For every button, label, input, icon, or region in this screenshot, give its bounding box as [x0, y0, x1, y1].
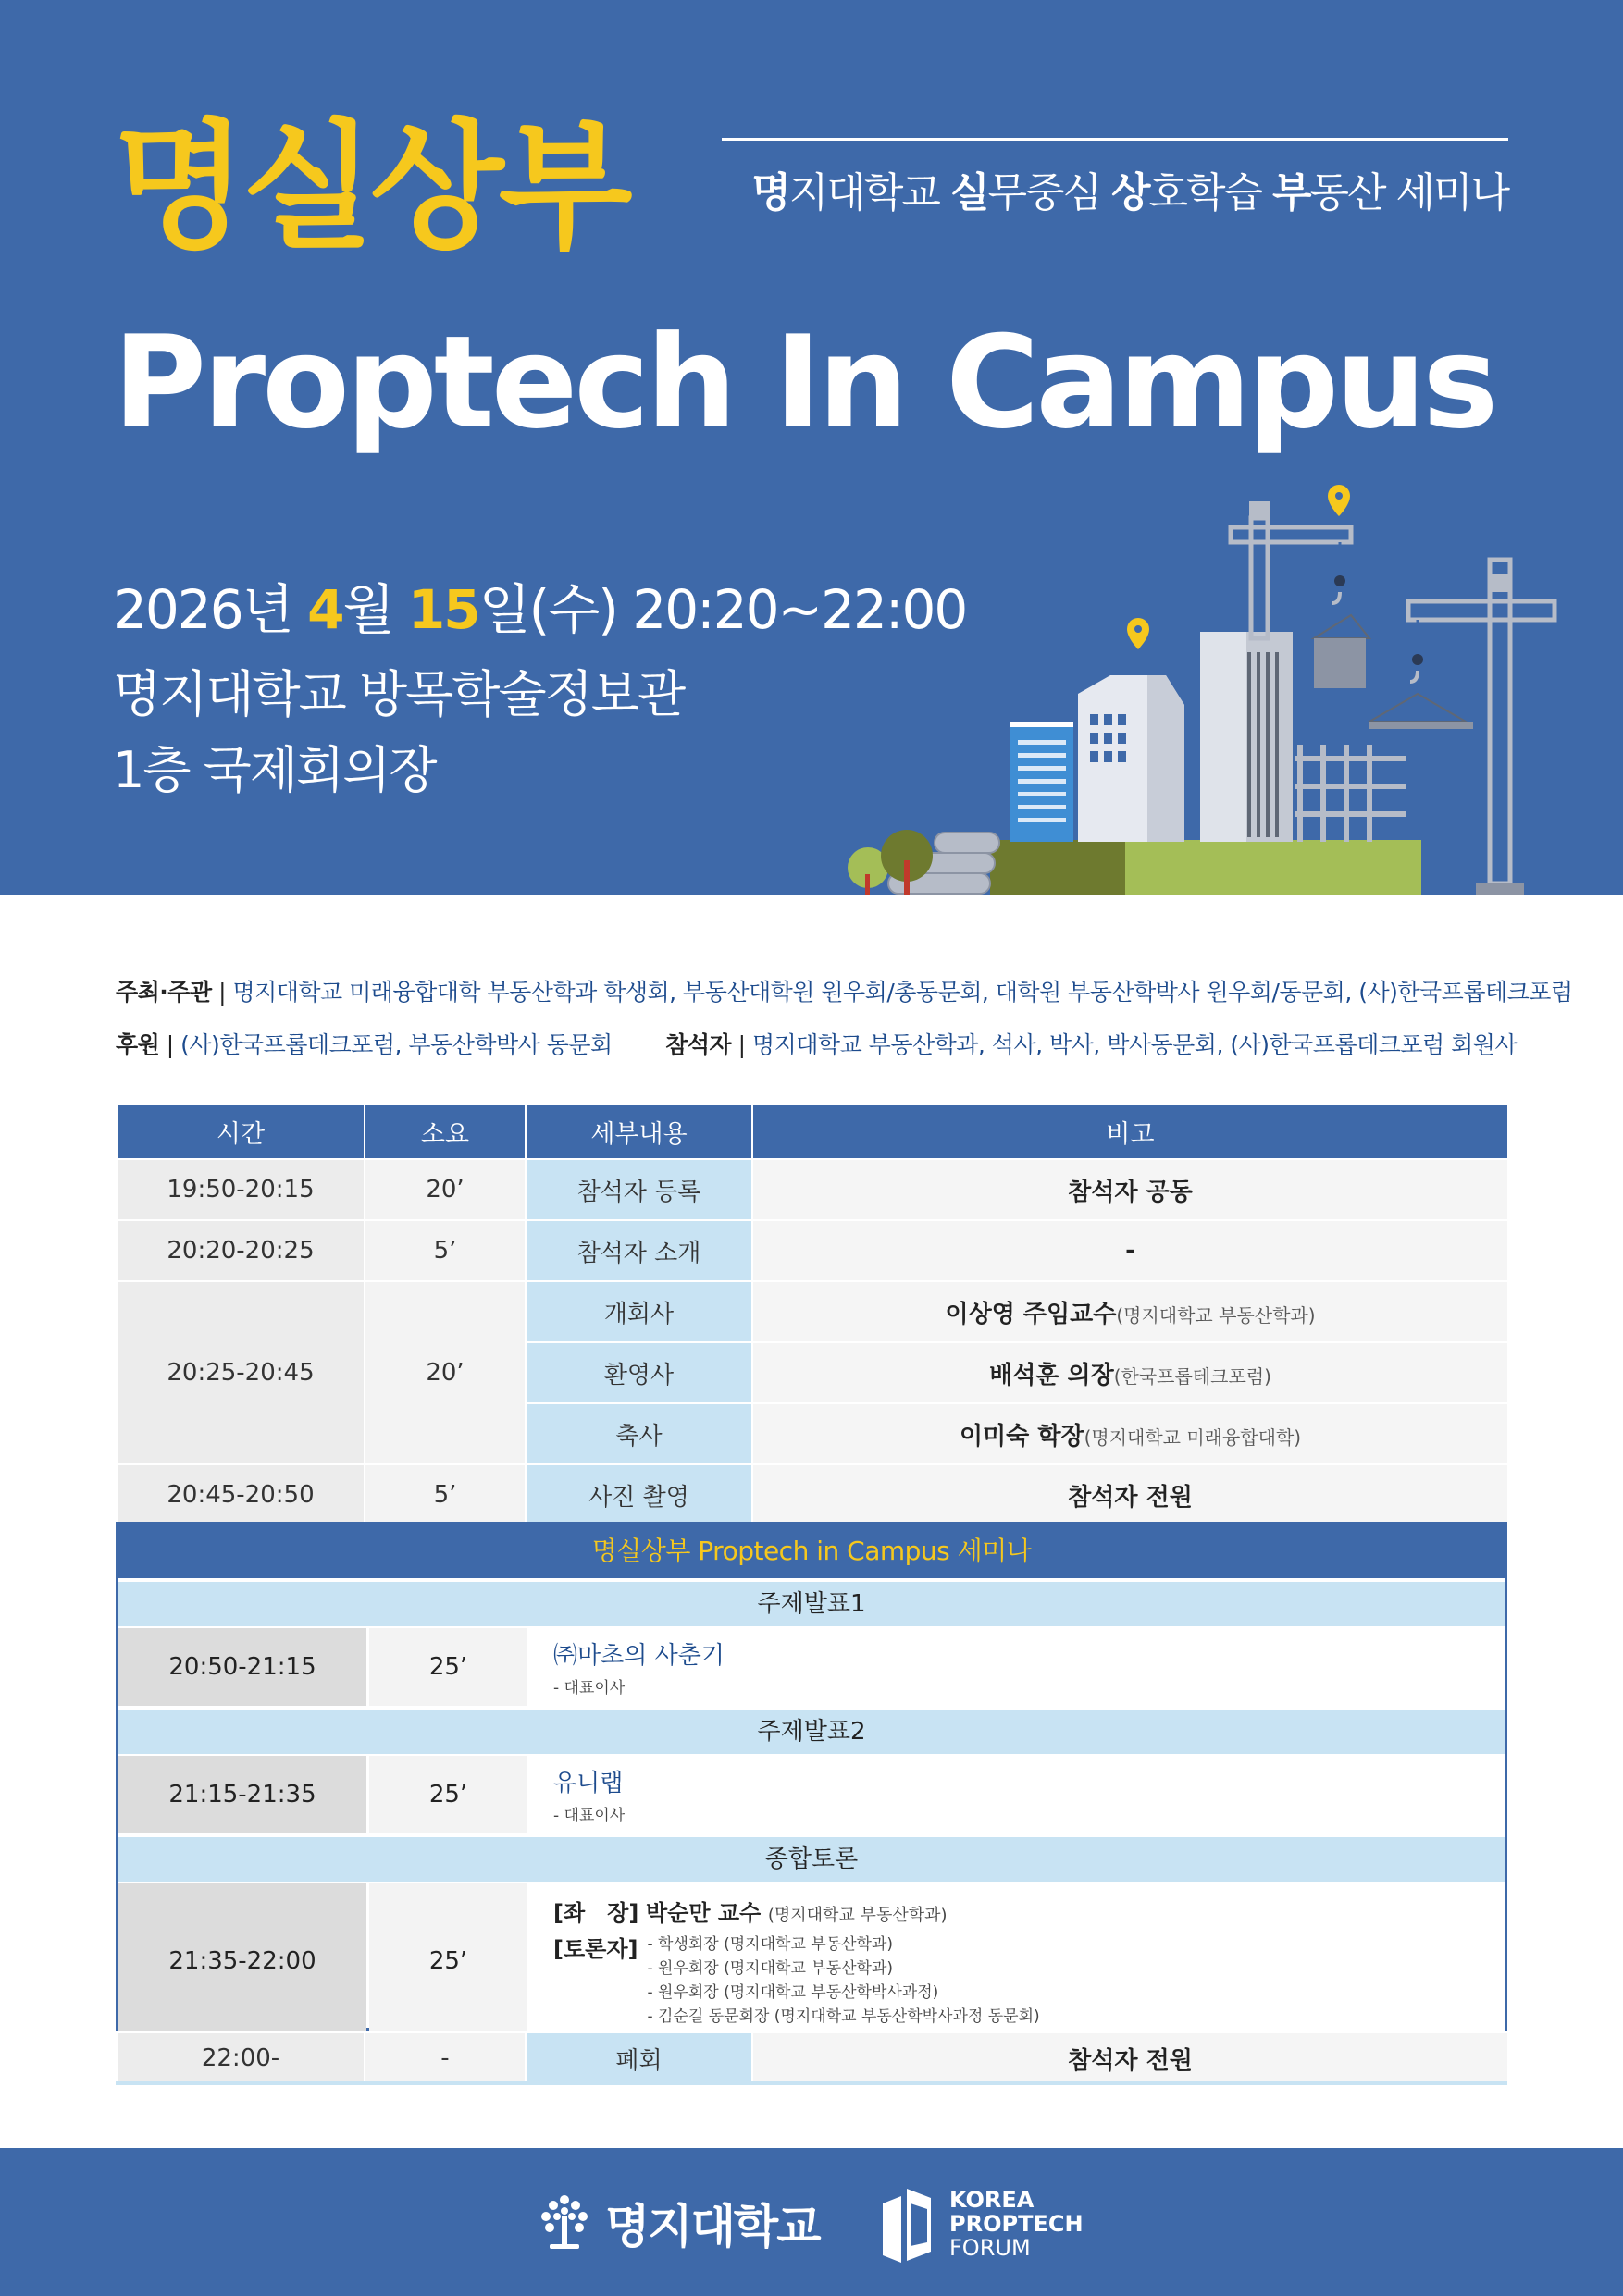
date-day-unit: 일(수) 20:20~22:00 — [478, 578, 967, 641]
subtitle-word: 호학습 — [1148, 169, 1272, 216]
presenter-org: 유니랩 — [553, 1770, 624, 1797]
panelist-list — [648, 1932, 1040, 2029]
time-cell: 21:35-22:00 — [118, 1883, 366, 2039]
separator: | — [218, 979, 226, 1006]
header-detail: 세부내용 — [526, 1104, 752, 1159]
chair-affiliation: (명지대학교 부동산학과) — [767, 1905, 948, 1925]
note-sub: (명지대학교 부동산학과) — [1116, 1303, 1316, 1327]
kpf-name — [949, 2188, 1084, 2260]
title-korean: 명실상부 — [113, 107, 627, 268]
subtitle-initial: 상 — [1110, 169, 1149, 216]
attendee-value: 명지대학교 부동산학과, 석사, 박사, 박사동문회, (사)한국프롭테크포럼 회원사 — [751, 1031, 1518, 1058]
host-value: 명지대학교 미래융합대학 부동산학과 학생회, 부동산대학원 원우회/총동문회, 대학원 부동산학박사 원우회/동문회, (사)한국프롭테크포럼 — [232, 979, 1573, 1006]
header-time: 시간 — [117, 1104, 365, 1159]
time-cell: 19:50-20:15 — [117, 1159, 365, 1220]
note-cell — [752, 1403, 1508, 1464]
table-row — [117, 1464, 1508, 1525]
chair-line — [553, 1895, 1505, 1927]
note-main: 이상영 주임교수 — [945, 1300, 1117, 1328]
time-cell: 20:25-20:45 — [117, 1281, 365, 1464]
presenter-role: - 대표이사 — [553, 1807, 626, 1825]
attendee-label: 참석자 — [665, 1031, 732, 1058]
detail-cell: 폐회 — [526, 2032, 752, 2084]
panel-label: [토론자] — [553, 1935, 638, 1962]
separator: | — [737, 1031, 746, 1058]
chair-label: [좌 장] — [553, 1899, 639, 1926]
note-main: 이미숙 학장 — [959, 1422, 1084, 1450]
note-cell — [752, 1159, 1508, 1220]
panelist-item: - 원우회장 (명지대학교 부동산학박사과정) — [647, 1982, 939, 2002]
note-main: 참석자 전원 — [1068, 2046, 1193, 2075]
note-main: 배석훈 의장 — [989, 1361, 1114, 1389]
detail-cell: 참석자 등록 — [526, 1159, 752, 1220]
table-row — [117, 1281, 1508, 1342]
subtitle-initial: 부 — [1271, 169, 1310, 216]
date-month-number: 4 — [307, 578, 343, 641]
detail-cell: 개회사 — [526, 1281, 752, 1342]
note-cell — [752, 1281, 1508, 1342]
detail-cell: 사진 촬영 — [526, 1464, 752, 1525]
subtitle-initial: 명 — [751, 169, 789, 216]
duration-cell: 20’ — [365, 1281, 526, 1464]
note-main: - — [1125, 1237, 1135, 1265]
duration-cell: 20’ — [365, 1159, 526, 1220]
city-construction-illustration — [796, 463, 1573, 895]
presentation-row — [118, 1756, 1505, 1833]
mju-name: 명지대학교 — [605, 2200, 820, 2253]
event-venue — [113, 657, 684, 809]
time-cell: 20:45-20:50 — [117, 1464, 365, 1525]
venue-line-1: 명지대학교 방목학술정보관 — [113, 665, 685, 723]
panelist-item: - 학생회장 (명지대학교 부동산학과) — [647, 1934, 894, 1954]
kpf-line-2: PROPTECH — [949, 2211, 1084, 2237]
presenter-org: ㈜마초의 사춘기 — [553, 1642, 725, 1670]
note-main: 참석자 공동 — [1068, 1178, 1193, 1206]
time-cell: 21:15-21:35 — [118, 1756, 366, 1833]
note-main: 참석자 전원 — [1068, 1483, 1193, 1512]
table-row — [117, 1220, 1508, 1281]
tree-emblem-icon — [537, 2191, 592, 2255]
detail-cell: 참석자 소개 — [526, 1220, 752, 1281]
topic-header: 주제발표2 — [118, 1710, 1505, 1754]
duration-cell: 25’ — [369, 1883, 527, 2039]
seminar-section — [116, 1522, 1507, 2031]
duration-cell: - — [365, 2032, 526, 2084]
kpf-logo — [879, 2185, 1084, 2263]
mju-logo — [537, 2190, 820, 2256]
subtitle-word: 무중심 — [987, 169, 1111, 216]
topic-header: 종합토론 — [118, 1837, 1505, 1882]
kpf-line-1: KOREA — [949, 2187, 1035, 2213]
header-banner — [0, 0, 1623, 895]
sponsor-label: 후원 — [116, 1031, 160, 1058]
subtitle-rule — [722, 138, 1508, 141]
separator: | — [166, 1031, 174, 1058]
subtitle — [722, 159, 1508, 218]
duration-cell: 25’ — [369, 1756, 527, 1833]
sponsor-attendee-info — [116, 1027, 1517, 1060]
venue-line-2: 1층 국제회의장 — [113, 741, 436, 799]
kpf-line-3: FORUM — [949, 2235, 1031, 2261]
sponsor-value: (사)한국프롭테크포럼, 부동산학박사 동문회 — [180, 1031, 613, 1058]
table-header-row — [117, 1104, 1508, 1159]
note-cell — [752, 1342, 1508, 1403]
closing-table — [116, 2031, 1509, 2085]
discussion-row — [118, 1883, 1505, 2039]
chair-name: 박순만 교수 — [645, 1899, 762, 1926]
note-cell — [752, 2032, 1508, 2084]
date-day-number: 15 — [407, 578, 479, 641]
time-cell: 20:50-21:15 — [118, 1628, 366, 1706]
time-cell: 20:20-20:25 — [117, 1220, 365, 1281]
time-cell: 22:00- — [117, 2032, 365, 2084]
subtitle-word: 지대학교 — [788, 169, 950, 216]
table-row — [117, 2032, 1508, 2084]
panelist-item: - 김순길 동문회장 (명지대학교 부동산학박사과정 동문회) — [647, 2006, 1040, 2026]
presenter-cell — [527, 1756, 1505, 1833]
presenter-role: - 대표이사 — [553, 1679, 626, 1697]
detail-cell: 환영사 — [526, 1342, 752, 1403]
host-info — [116, 974, 1573, 1007]
seminar-title: 명실상부 Proptech in Campus 세미나 — [118, 1524, 1505, 1578]
host-label: 주최·주관 — [116, 979, 212, 1006]
note-sub: (명지대학교 미래융합대학) — [1084, 1426, 1302, 1449]
subtitle-word: 동산 세미나 — [1309, 169, 1508, 216]
duration-cell: 5’ — [365, 1464, 526, 1525]
footer — [0, 2148, 1623, 2296]
table-bottom-rule — [116, 2081, 1507, 2085]
panel-block — [553, 1931, 1505, 2029]
header-duration: 소요 — [365, 1104, 526, 1159]
kpf-emblem-icon — [879, 2185, 935, 2263]
date-month-unit: 월 — [342, 578, 408, 641]
discussion-cell — [527, 1883, 1505, 2039]
presenter-cell — [527, 1628, 1505, 1706]
panelist-item: - 원우회장 (명지대학교 부동산학과) — [647, 1958, 894, 1978]
detail-cell: 축사 — [526, 1403, 752, 1464]
date-year: 2026년 — [113, 578, 308, 641]
note-sub: (한국프롭테크포럼) — [1113, 1364, 1271, 1388]
subtitle-initial: 실 — [949, 169, 988, 216]
note-cell — [752, 1220, 1508, 1281]
table-row — [117, 1159, 1508, 1220]
topic-header: 주제발표1 — [118, 1582, 1505, 1626]
schedule-table — [116, 1103, 1509, 1526]
note-cell — [752, 1464, 1508, 1525]
duration-cell: 5’ — [365, 1220, 526, 1281]
header-note: 비고 — [752, 1104, 1508, 1159]
duration-cell: 25’ — [369, 1628, 527, 1706]
presentation-row — [118, 1628, 1505, 1706]
title-english: Proptech In Campus — [113, 308, 1495, 457]
